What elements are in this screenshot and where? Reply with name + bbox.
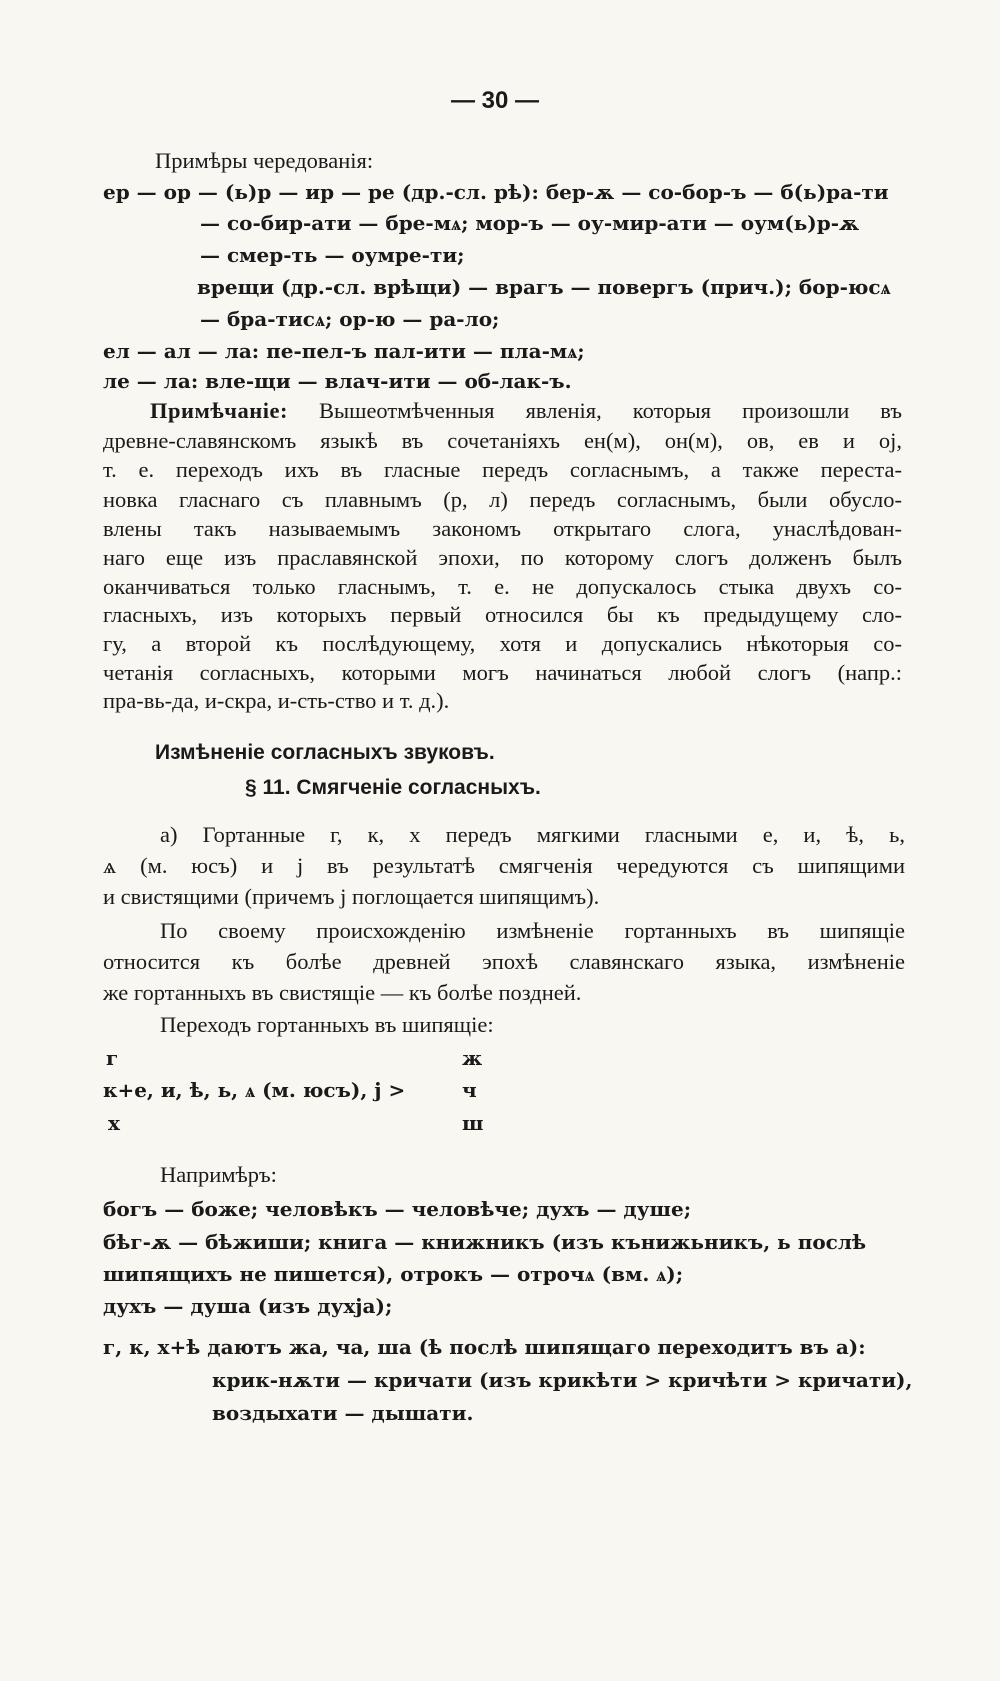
origin-line: По своему происхожденію измѣненіе гортанныхъ въ шипящіе <box>160 918 905 943</box>
paragraph-heading: § 11. Смягченіе согласныхъ. <box>245 776 541 799</box>
example-title: Напримѣръ: <box>160 1162 277 1187</box>
alternation-line: — со-бир-ати — бре-мѧ; мор-ъ — оу-мир-ати — оум(ь)р-ѫ <box>200 211 860 235</box>
alternation-line: ер — ор — (ь)р — ир — ре (др.-сл. рѣ): бер-ѫ — со-бор-ъ — б(ь)ра-ти <box>103 180 889 204</box>
para-a-line: ѧ (м. юсъ) и j въ результатѣ смягченія чередуются съ шипящими <box>103 853 905 878</box>
para-a-line: а) Гортанные г, к, х передъ мягкими гласными е, и, ѣ, ь, <box>160 822 905 847</box>
note-line: гласныхъ, изъ которыхъ первый относился бы къ предыдущему сло- <box>103 602 902 627</box>
formula-left: х <box>108 1111 120 1135</box>
note-line: оканчиваться только гласнымъ, т. е. не допускалось стыка двухъ со- <box>103 574 902 599</box>
rule-line: воздыхати — дышати. <box>212 1401 474 1425</box>
formula-left: г <box>106 1046 119 1070</box>
note-line: наго еще изъ праславянской эпохи, по которому слогъ долженъ былъ <box>103 545 902 570</box>
origin-line: же гортанныхъ въ свистящіе — къ болѣе поздней. <box>103 980 582 1005</box>
rule-line: г, к, х+ѣ даютъ жа, ча, ша (ѣ послѣ шипящаго переходитъ въ а): <box>103 1335 866 1359</box>
note-line: гу, а второй къ послѣдующему, хотя и допускались нѣкоторыя со- <box>103 631 902 656</box>
example-line: богъ — боже; человѣкъ — человѣче; духъ — душе; <box>103 1197 692 1221</box>
note-line: четанія согласныхъ, которыми могъ начинаться любой слогъ (напр.: <box>103 660 902 685</box>
note-line: пра-вь-да, и-скра, и-сть-ство и т. д.). <box>103 688 450 713</box>
formula-left: к+е, и, ѣ, ь, ѧ (м. юсъ), j > <box>103 1078 406 1102</box>
rule-line: крик-нѫти — кричати (изъ крикѣти > кричѣти > кричати), <box>212 1368 913 1392</box>
example-line: шипящихъ не пишется), отрокъ — отрочѧ (вм. ѧ); <box>103 1262 684 1286</box>
note-line: влены такъ называемымъ закономъ открытаго слога, унаслѣдован- <box>103 516 902 541</box>
note-line <box>150 396 902 426</box>
example-line: духъ — душа (изъ духја); <box>103 1294 393 1318</box>
alternation-line: — бра-тисѧ; ор-ю — ра-ло; <box>200 307 500 331</box>
note-head: Примѣчаніе: <box>150 398 288 423</box>
transition-title: Переходъ гортанныхъ въ шипящіе: <box>160 1012 494 1037</box>
note-line: древне-славянскомъ языкѣ въ сочетаніяхъ ен(м), он(м), ов, ев и оj, <box>103 428 902 453</box>
section-heading: Измѣненіе согласныхъ звуковъ. <box>155 741 495 764</box>
formula-right: ш <box>462 1111 484 1135</box>
alternation-line: врещи (др.-сл. врѣщи) — врагъ — повергъ (прич.); бор-юсѧ <box>197 275 891 299</box>
alternation-line: — смер-ть — оумре-ти; <box>200 243 465 267</box>
alternation-line: ле — ла: вле-щи — влач-ити — об-лак-ъ. <box>103 369 572 393</box>
examples-title: Примѣры чередованія: <box>155 148 374 173</box>
page-number: — 30 — <box>450 87 540 114</box>
alternation-line: ел — ал — ла: пе-пел-ъ пал-ити — пла-мѧ; <box>103 339 585 363</box>
note-line: т. е. переходъ ихъ въ гласные передъ согласнымъ, а также переста- <box>103 457 902 482</box>
note-line: новка гласнаго съ плавнымъ (р, л) передъ согласнымъ, были обусло- <box>103 487 902 512</box>
origin-line: относится къ болѣе древней эпохѣ славянскаго языка, измѣненіе <box>103 949 905 974</box>
example-line: бѣг-ѫ — бѣжиши; книга — книжникъ (изъ кънижьникъ, ь послѣ <box>103 1230 867 1254</box>
para-a-line: и свистящими (причемъ j поглощается шипящимъ). <box>103 884 600 909</box>
note-text: Вышеотмѣченныя явленія, которыя произошли въ <box>319 398 902 423</box>
formula-right: ч <box>462 1078 477 1102</box>
formula-right: ж <box>462 1046 483 1070</box>
